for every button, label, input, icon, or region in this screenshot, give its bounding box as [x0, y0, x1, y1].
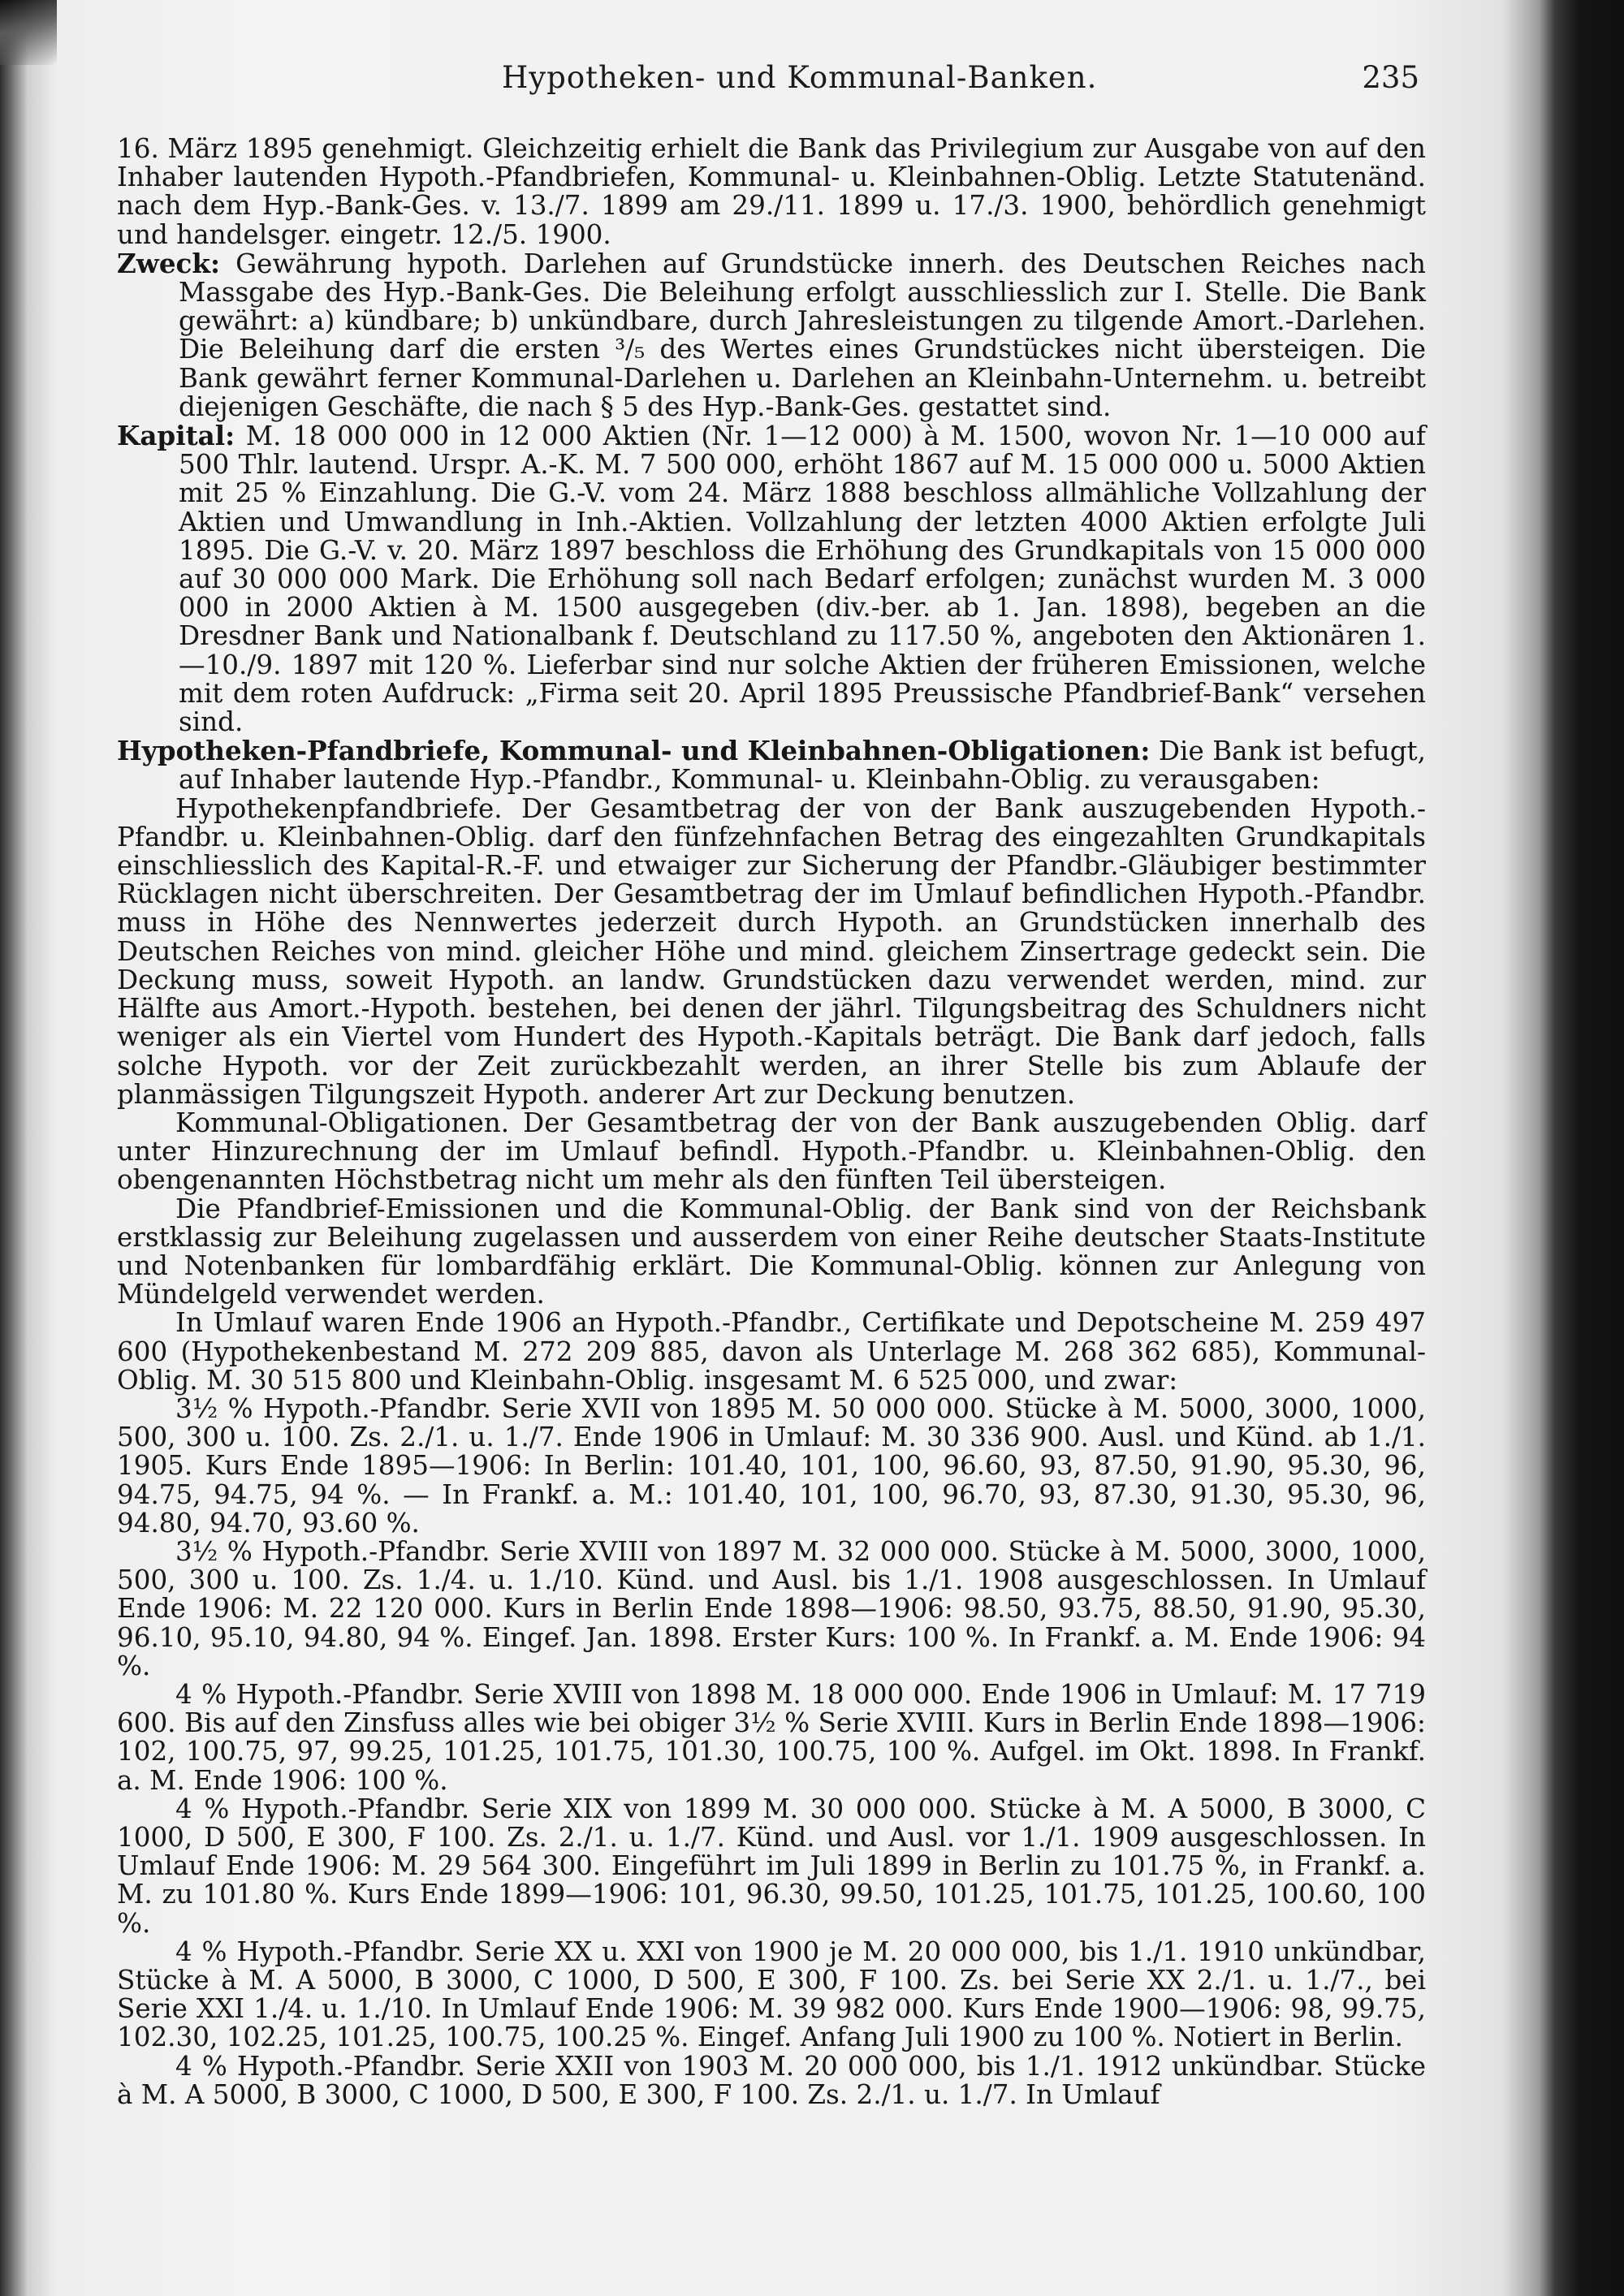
serie-xix-paragraph: 4 % Hypoth.-Pfandbr. Serie XIX von 1899 M. 30 000 000. Stücke à M. A 5000, B 3000, C 1000, D 500, E 300, F 100. Zs. 2./1. u. 1./7. Künd. und Ausl. vor 1./1. 1909 ausgeschlossen. In Umlauf Ende 1906: M. 29 564 300. Eingeführt im Juli 1899 in Berlin zu 101.75 %, in Frankf. a. M. zu 101.80 %. Kurs Ende 1899—1906: 101, 96.30, 99.50, 101.25, 101.75, 101.25, 100.60, 100 %.	[117, 1793, 1426, 1939]
kapital-label: Kapital:	[117, 420, 235, 452]
emissionen-paragraph: Die Pfandbrief-Emissionen und die Kommunal-Oblig. der Bank sind von der Reichsbank erstklassig zur Beleihung zugelassen und ausserdem von einer Reihe deutscher Staats-Institute und Notenbanken für lombardfähig erklärt. Die Kommunal-Oblig. können zur Anlegung von Mündelgeld verwendet werden.	[117, 1193, 1426, 1310]
intro-paragraph: 16. März 1895 genehmigt. Gleichzeitig erhielt die Bank das Privilegium zur Ausgabe von auf den Inhaber lautenden Hypoth.-Pfandbriefen, Kommunal- u. Kleinbahnen-Oblig. Letzte Statutenänd. nach dem Hyp.-Bank-Ges. v. 13./7. 1899 am 29./11. 1899 u. 17./3. 1900, behördlich genehmigt und handelsger. eingetr. 12./5. 1900.	[117, 133, 1426, 250]
pfandbriefe-text: Die Bank ist befugt, auf Inhaber lautende Hyp.-Pfandbr., Kommunal- u. Kleinbahn-Oblig. zu verausgaben:	[179, 736, 1426, 796]
zweck-label: Zweck:	[117, 247, 220, 279]
serie-xviii-35-paragraph: 3½ % Hypoth.-Pfandbr. Serie XVIII von 1897 M. 32 000 000. Stücke à M. 5000, 3000, 1000, 500, 300 u. 100. Zs. 1./4. u. 1./10. Künd. und Ausl. bis 1./1. 1908 ausgeschlossen. In Umlauf Ende 1906: M. 22 120 000. Kurs in Berlin Ende 1898—1906: 98.50, 93.75, 88.50, 91.90, 95.30, 96.10, 95.10, 94.80, 94 %. Eingef. Jan. 1898. Erster Kurs: 100 %. In Frankf. a. M. Ende 1906: 94 %.	[117, 1535, 1426, 1681]
pfandbriefe-section	[117, 736, 1426, 794]
serie-xxii-paragraph: 4 % Hypoth.-Pfandbr. Serie XXII von 1903 M. 20 000 000, bis 1./1. 1912 unkündbar. Stücke à M. A 5000, B 3000, C 1000, D 500, E 300, F 100. Zs. 2./1. u. 1./7. In Umlauf	[117, 2050, 1426, 2110]
umlauf-paragraph: In Umlauf waren Ende 1906 an Hypoth.-Pfandbr., Certifikate und Depotscheine M. 259 497 600 (Hypothekenbestand M. 272 209 885, davon als Unterlage M. 268 362 685), Kommunal-Oblig. M. 30 515 800 und Kleinbahn-Oblig. insgesamt M. 6 525 000, und zwar:	[117, 1307, 1426, 1396]
serie-xx-xxi-paragraph: 4 % Hypoth.-Pfandbr. Serie XX u. XXI von 1900 je M. 20 000 000, bis 1./1. 1910 unkündbar, Stücke à M. A 5000, B 3000, C 1000, D 500, E 300, F 100. Zs. bei Serie XX 2./1. u. 1./7., bei Serie XXI 1./4. u. 1./10. In Umlauf Ende 1906: M. 39 982 000. Kurs Ende 1900—1906: 98, 99.75, 102.30, 102.25, 101.25, 100.75, 100.25 %. Eingef. Anfang Juli 1900 zu 100 %. Notiert in Berlin.	[117, 1936, 1426, 2053]
pfandbriefe-label: Hypotheken-Pfandbriefe, Kommunal- und Kleinbahnen-Obligationen:	[117, 735, 1151, 767]
serie-xviii-4-paragraph: 4 % Hypoth.-Pfandbr. Serie XVIII von 1898 M. 18 000 000. Ende 1906 in Umlauf: M. 17 719 600. Bis auf den Zinsfuss alles wie bei obiger 3½ % Serie XVIII. Kurs in Berlin Ende 1898—1906: 102, 100.75, 97, 99.25, 101.25, 101.75, 101.30, 100.75, 100 %. Aufgel. im Okt. 1898. In Frankf. a. M. Ende 1906: 100 %.	[117, 1678, 1426, 1796]
kapital-section	[117, 421, 1426, 736]
serie-xvii-paragraph: 3½ % Hypoth.-Pfandbr. Serie XVII von 1895 M. 50 000 000. Stücke à M. 5000, 3000, 1000, 500, 300 u. 100. Zs. 2./1. u. 1./7. Ende 1906 in Umlauf: M. 30 336 900. Ausl. und Künd. ab 1./1. 1905. Kurs Ende 1895—1906: In Berlin: 101.40, 101, 100, 96.60, 93, 87.50, 91.90, 95.30, 96, 94.75, 94.75, 94 %. — In Frankf. a. M.: 101.40, 101, 100, 96.70, 93, 87.30, 91.30, 95.30, 96, 94.80, 94.70, 93.60 %.	[117, 1392, 1426, 1539]
scan-edge	[0, 0, 57, 65]
kapital-text: M. 18 000 000 in 12 000 Aktien (Nr. 1—12 000) à M. 1500, wovon Nr. 1—10 000 auf 500 Thlr. lautend. Urspr. A.-K. M. 7 500 000, erhöht 1867 auf M. 15 000 000 u. 5000 Aktien mit 25 % Einzahlung. Die G.-V. vom 24. März 1888 beschloss allmähliche Vollzahlung der Aktien und Umwandlung in Inh.-Aktien. Vollzahlung der letzten 4000 Aktien erfolgte Juli 1895. Die G.-V. v. 20. März 1897 beschloss die Erhöhung des Grundkapitals von 15 000 000 auf 30 000 000 Mark. Die Erhöhung soll nach Bedarf erfolgen; zunächst wurden M. 3 000 000 in 2000 Aktien à M. 1500 ausgegeben (div.-ber. ab 1. Jan. 1898), begeben an die Dresdner Bank und Nationalbank f. Deutschland zu 117.50 %, angeboten den Aktionären 1.—10./9. 1897 mit 120 %. Lieferbar sind nur solche Aktien der früheren Emissionen, welche mit dem roten Aufdruck: „Firma seit 20. April 1895 Preussische Pfandbrief-Bank“ versehen sind.	[179, 421, 1426, 738]
zweck-text: Gewährung hypoth. Darlehen auf Grundstücke innerh. des Deutschen Reiches nach Massgabe des Hyp.-Bank-Ges. Die Beleihung erfolgt ausschliesslich zur I. Stelle. Die Bank gewährt: a) kündbare; b) unkündbare, durch Jahresleistungen zu tilgende Amort.-Darlehen. Die Beleihung darf die ersten ³/₅ des Wertes eines Grundstückes nicht übersteigen. Die Bank gewährt ferner Kommunal-Darlehen u. Darlehen an Kleinbahn-Unternehm. u. betreibt diejenigen Geschäfte, die nach § 5 des Hyp.-Bank-Ges. gestattet sind.	[179, 248, 1426, 422]
hypothekenpfandbriefe-paragraph: Hypothekenpfandbriefe. Der Gesamtbetrag der von der Bank auszugebenden Hypoth.-Pfandbr. u. Kleinbahnen-Oblig. darf den fünfzehnfachen Betrag des eingezahlten Grundkapitals einschliesslich des Kapital-R.-F. und etwaiger zur Sicherung der Pfandbr.-Gläubiger bestimmter Rücklagen nicht überschreiten. Der Gesamtbetrag der im Umlauf befindlichen Hypoth.-Pfandbr. muss in Höhe des Nennwertes jederzeit durch Hypoth. an Grundstücken innerhalb des Deutschen Reiches von mind. gleicher Höhe und mind. gleichem Zinsertrage gedeckt sein. Die Deckung muss, soweit Hypoth. an landw. Grundstücken dazu verwendet werden, mind. zur Hälfte aus Amort.-Hypoth. bestehen, bei denen der jährl. Tilgungsbeitrag des Schuldners nicht weniger als ein Viertel vom Hundert des Hypoth.-Kapitals beträgt. Die Bank darf jedoch, falls solche Hypoth. vor der Zeit zurückbezahlt werden, an ihrer Stelle bis zum Ablaufe der planmässigen Tilgungszeit Hypoth. anderer Art zur Deckung benutzen.	[117, 792, 1426, 1110]
zweck-section	[117, 249, 1426, 421]
page-number: 235	[1362, 60, 1419, 95]
page-body	[117, 135, 1426, 2109]
page-header	[502, 60, 1419, 101]
kommunal-obligationen-paragraph: Kommunal-Obligationen. Der Gesamtbetrag der von der Bank auszugebenden Oblig. darf unter Hinzurechnung der im Umlauf befindl. Hypoth.-Pfandbr. u. Kleinbahnen-Oblig. den obengenannten Höchstbetrag nicht um mehr als den fünften Teil übersteigen.	[117, 1107, 1426, 1196]
running-head: Hypotheken- und Kommunal-Banken.	[502, 60, 1098, 95]
